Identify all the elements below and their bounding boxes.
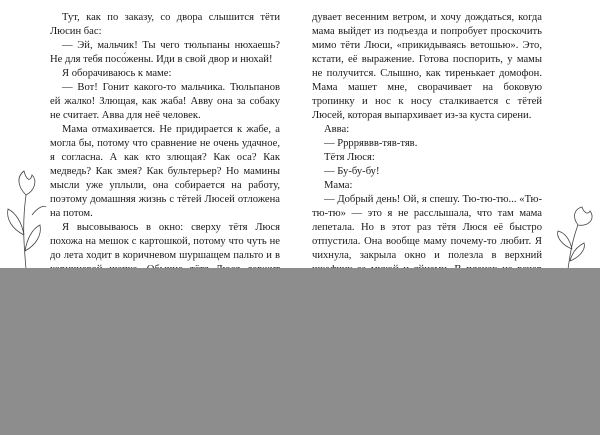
speaker-label: Мама:	[324, 180, 353, 191]
paragraph: Тут, как по заказу, со двора слышится тёти Люсин бас:	[50, 12, 280, 37]
paragraph: — Вот! Гонит какого-то мальчика. Тюльпанов ей жалко! Злющая, как жаба! Авву она за собаку не считает. Авва для неё человек.	[50, 82, 280, 121]
left-page-text	[50, 11, 280, 305]
paragraph: Мама отмахивается. Не придирается к жабе, а могла бы, потому что сравнение не очень удачное, я согласна. А как кто злющая? Как оса? Как медведь? Как змея? Как бультерьер? Но мамины мысли уже уплыли, она собирается на работу, поэтому домашняя жизнь с тётей Люсей отложена на потом.	[50, 124, 280, 219]
speaker-label: Авва:	[324, 124, 350, 135]
right-page-text	[312, 11, 542, 305]
preview-cover	[0, 268, 600, 435]
paragraph: Я оборачиваюсь к маме:	[62, 68, 172, 79]
paragraph: — Добрый день! Ой, я спешу. Тю-тю-тю... «Тю-тю-тю» — это я не расслышала, что там мама лепетала. Но в этот раз тётя Люся её быстро отпустила. Она вообще маму почему-то любит. Я чихнула, закрыла окно и полезла в верхний	[312, 194, 542, 261]
speaker-label: Тётя Люся:	[324, 152, 375, 163]
dialogue-line: — Бу-бу-бу!	[324, 166, 380, 177]
flower-illustration-right	[548, 205, 598, 270]
paragraph: — Эй, мальчик! Ты чего тюльпаны нюхаешь? Не для тебя посо́жены. Иди в свой двор и нюхай!	[50, 40, 280, 65]
paragraph: дувает весенним ветром, и хочу дождаться, когда мама выйдет из подъезда и попробует проскочить мимо тёти Люси, «прикидываясь ветошью». Это, кстати, её выражение. Готова поспорить, у мамы не получится. Слышно, как тиренькает домофон. Мама машет мне, сворачивает на боковую тропинку и нос к носу сталкивается с тётей Люсей, которая выпархивает из-за куста сирени.	[312, 12, 542, 121]
paragraph: Я высовываюсь в окно: сверху тётя Люся похожа на мешок с картошкой, потому что чуть не до лета ходит в коричневом шуршащем пальто и в	[50, 222, 280, 261]
flower-illustration-left	[2, 165, 48, 270]
dialogue-line: — Рррряввв-тяв-тяв.	[324, 138, 418, 149]
